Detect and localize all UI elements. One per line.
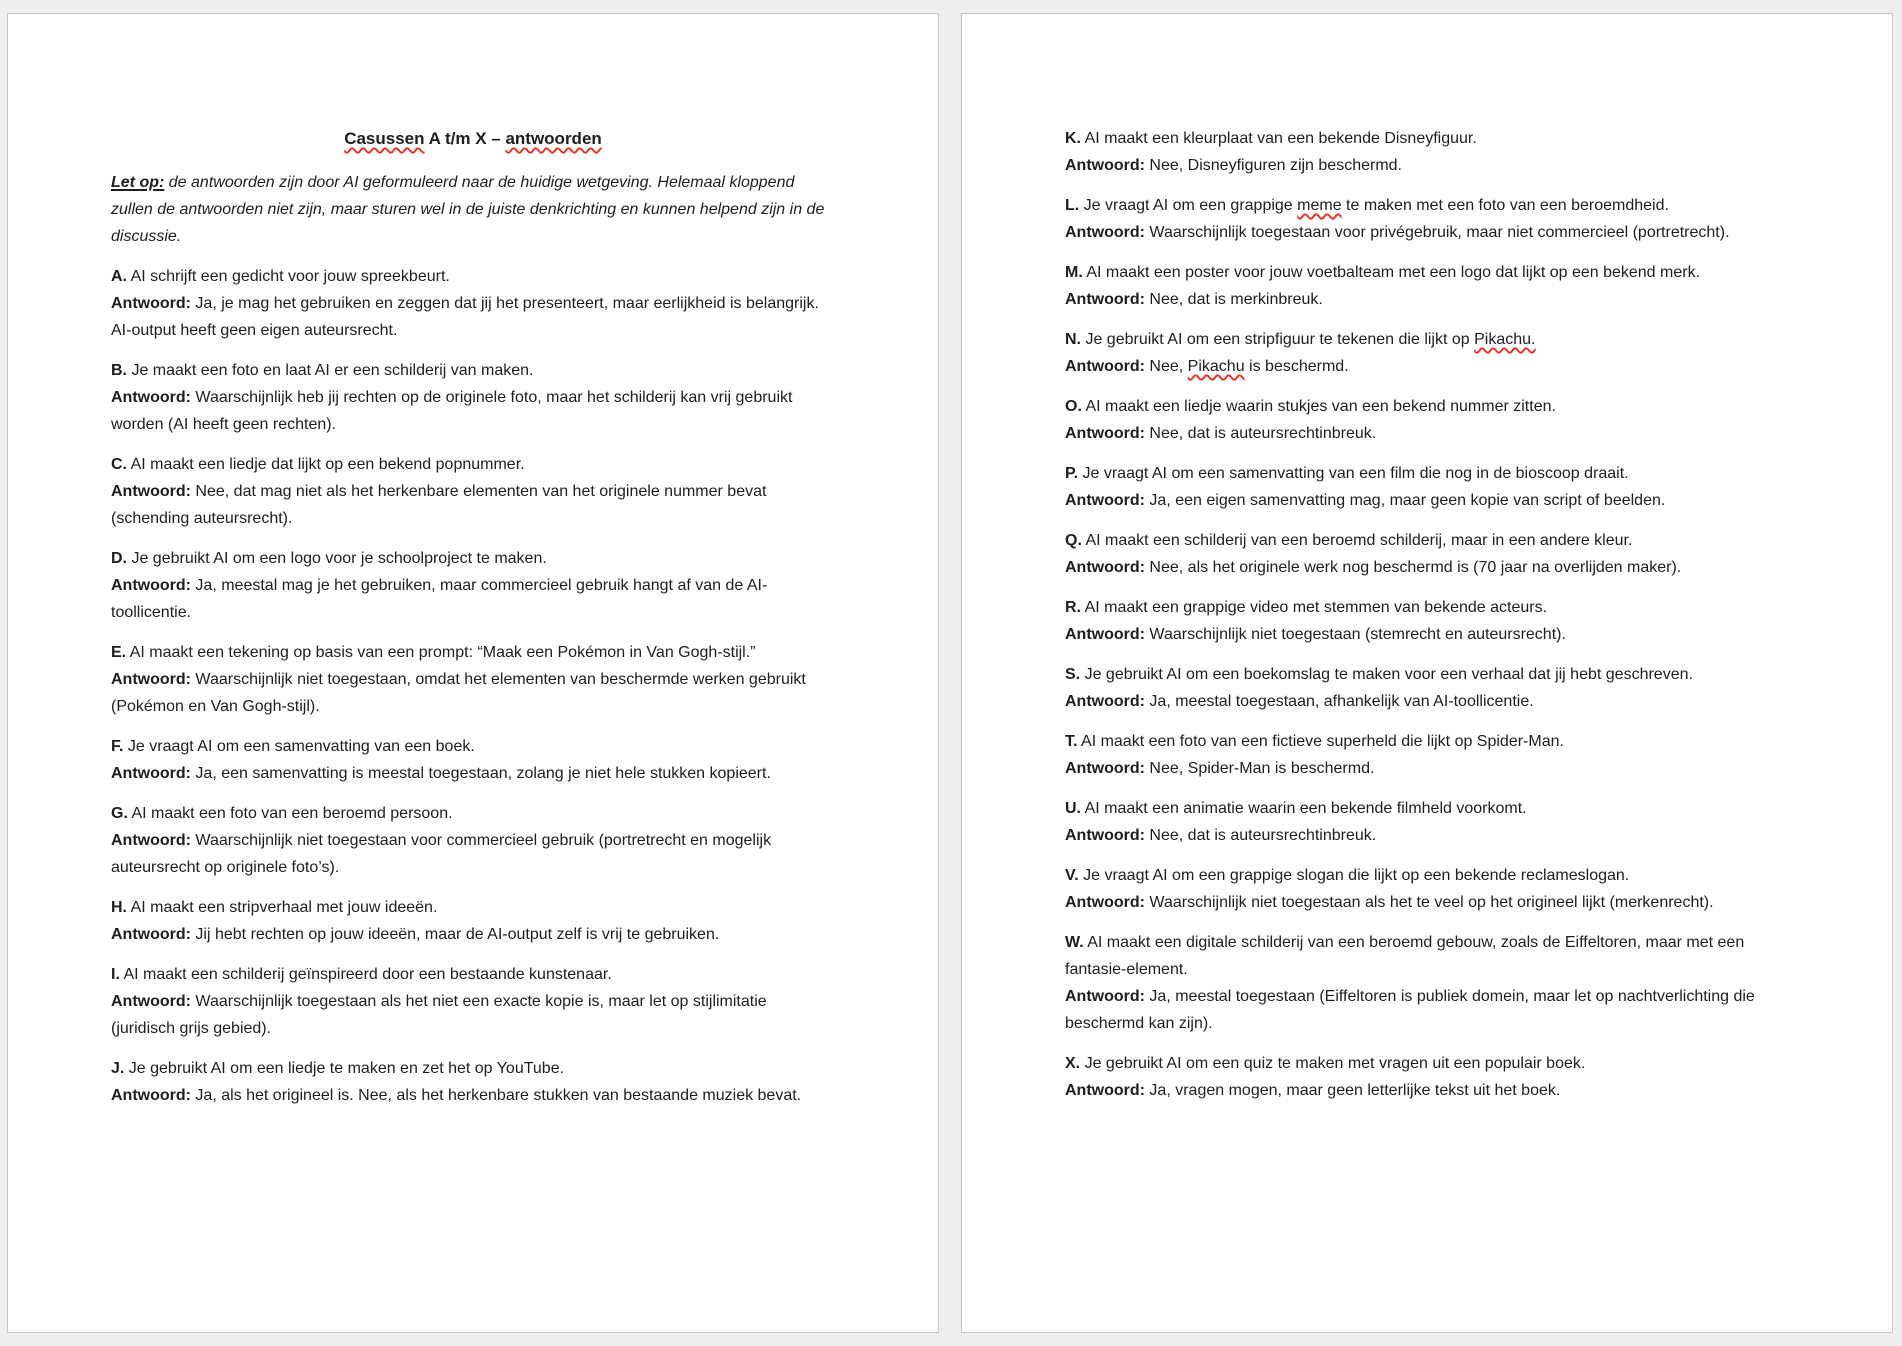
case-answer — [1065, 1077, 1789, 1104]
text-segment: Q. — [1065, 532, 1082, 549]
text-segment: U. — [1065, 800, 1081, 817]
case-question — [1065, 125, 1789, 152]
text-segment: Je gebruikt AI om een logo voor je schoolproject te maken. — [127, 550, 547, 567]
text-segment: Je maakt een foto en laat AI er een schilderij van maken. — [127, 362, 534, 379]
text-segment: Antwoord: — [111, 389, 191, 406]
text-segment: AI maakt een grappige video met stemmen van bekende acteurs. — [1081, 599, 1548, 616]
text-segment: R. — [1065, 599, 1081, 616]
text-segment: de antwoorden zijn door AI geformuleerd naar de huidige wetgeving. Helemaal kloppend zullen de antwoorden niet zijn, maar sturen wel in de juiste denkrichting en kunnen helpend zijn in de discussie. — [111, 174, 829, 245]
text-segment: Ja, een samenvatting is meestal toegestaan, zolang je niet hele stukken kopieert. — [190, 765, 771, 782]
text-segment: M. — [1065, 264, 1083, 281]
text-segment: Antwoord: — [1065, 626, 1145, 643]
text-segment: Waarschijnlijk toegestaan als het niet een exacte kopie is, maar let op stijlimitatie (juridisch grijs gebied). — [111, 993, 772, 1037]
case-answer — [111, 827, 835, 881]
text-segment: Nee, dat mag niet als het herkenbare elementen van het originele nummer bevat (schending auteursrecht). — [111, 483, 771, 527]
text-segment: Nee, dat is auteursrechtinbreuk. — [1144, 425, 1377, 442]
text-segment: Ja, meestal mag je het gebruiken, maar commercieel gebruik hangt af van de AI-toollicentie. — [111, 577, 768, 621]
case-answer — [111, 290, 835, 344]
text-segment: Antwoord: — [1065, 224, 1145, 241]
text-segment: Je vraagt AI om een samenvatting van een film die nog in de bioscoop draait. — [1078, 465, 1629, 482]
case-O — [1065, 393, 1789, 447]
text-segment: AI maakt een foto van een beroemd persoon. — [127, 805, 453, 822]
text-segment: AI maakt een digitale schilderij van een beroemd gebouw, zoals de Eiffeltoren, maar met een fantasie-element. — [1065, 934, 1749, 978]
case-answer — [1065, 353, 1789, 380]
case-answer — [1065, 487, 1789, 514]
text-segment: Antwoord: — [1065, 559, 1145, 576]
text-segment: L. — [1065, 197, 1080, 214]
text-segment: Antwoord: — [111, 993, 191, 1010]
case-question — [111, 733, 835, 760]
case-question — [111, 639, 835, 666]
case-answer — [111, 760, 835, 787]
text-segment: W. — [1065, 934, 1084, 951]
text-segment: I. — [111, 966, 120, 983]
case-I — [111, 961, 835, 1042]
text-segment: T. — [1065, 733, 1078, 750]
text-segment: Nee, dat is auteursrechtinbreuk. — [1144, 827, 1377, 844]
case-question — [1065, 1050, 1789, 1077]
text-segment: AI maakt een schilderij van een beroemd schilderij, maar in een andere kleur. — [1081, 532, 1633, 549]
text-segment: Je vraagt AI om een grappige slogan die lijkt op een bekende reclameslogan. — [1078, 867, 1630, 884]
case-U — [1065, 795, 1789, 849]
case-answer — [111, 921, 835, 948]
text-segment: Waarschijnlijk niet toegestaan, omdat het elementen van beschermde werken gebruikt (Pokémon en Van Gogh-stijl). — [111, 671, 811, 715]
text-segment: Antwoord: — [111, 832, 191, 849]
text-segment: Antwoord: — [1065, 894, 1145, 911]
case-answer — [1065, 822, 1789, 849]
misspelled-word: antwoorden — [505, 129, 602, 148]
text-segment: Jij hebt rechten op jouw ideeën, maar de AI-output zelf is vrij te gebruiken. — [190, 926, 720, 943]
text-segment: AI maakt een tekening op basis van een prompt: “Maak een Pokémon in Van Gogh-stijl.” — [126, 644, 756, 661]
text-segment: Antwoord: — [111, 765, 191, 782]
text-segment: AI maakt een poster voor jouw voetbalteam met een logo dat lijkt op een bekend merk. — [1082, 264, 1701, 281]
case-answer — [111, 1082, 835, 1109]
case-question — [1065, 259, 1789, 286]
case-question — [111, 961, 835, 988]
text-segment: Antwoord: — [1065, 1082, 1145, 1099]
case-question — [1065, 326, 1789, 353]
document-title — [111, 125, 835, 152]
text-segment: Nee, — [1144, 358, 1188, 375]
text-segment: Nee, dat is merkinbreuk. — [1144, 291, 1323, 308]
text-segment: A t/m X – — [424, 129, 506, 148]
text-segment: E. — [111, 644, 127, 661]
text-segment: P. — [1065, 465, 1079, 482]
case-N — [1065, 326, 1789, 380]
case-answer — [111, 572, 835, 626]
case-X — [1065, 1050, 1789, 1104]
case-B — [111, 357, 835, 438]
case-K — [1065, 125, 1789, 179]
text-segment: Je gebruikt AI om een boekomslag te maken voor een verhaal dat jij hebt geschreven. — [1080, 666, 1693, 683]
text-segment: Ja, een eigen samenvatting mag, maar geen kopie van script of beelden. — [1144, 492, 1666, 509]
text-segment: Waarschijnlijk toegestaan voor privégebruik, maar niet commercieel (portretrecht). — [1144, 224, 1730, 241]
text-segment: Je vraagt AI om een grappige — [1079, 197, 1298, 214]
text-segment: V. — [1065, 867, 1079, 884]
text-segment: AI schrijft een gedicht voor jouw spreekbeurt. — [127, 268, 450, 285]
case-question — [1065, 795, 1789, 822]
text-segment: B. — [111, 362, 127, 379]
case-question — [1065, 192, 1789, 219]
text-segment: Antwoord: — [111, 1087, 191, 1104]
text-segment: Antwoord: — [1065, 492, 1145, 509]
text-segment: AI maakt een animatie waarin een bekende filmheld voorkomt. — [1081, 800, 1527, 817]
case-question — [1065, 728, 1789, 755]
case-answer — [111, 384, 835, 438]
text-segment: H. — [111, 899, 127, 916]
case-P — [1065, 460, 1789, 514]
case-answer — [111, 666, 835, 720]
page-1-content — [8, 14, 938, 1109]
text-segment: Antwoord: — [111, 926, 191, 943]
text-segment: Let op: — [111, 174, 165, 191]
case-question — [1065, 393, 1789, 420]
case-question — [1065, 594, 1789, 621]
text-segment: Ja, je mag het gebruiken en zeggen dat jij het presenteert, maar eerlijkheid is belangrijk. AI-output heeft geen eigen auteursrecht. — [111, 295, 823, 339]
case-M — [1065, 259, 1789, 313]
text-segment: AI maakt een foto van een fictieve superheld die lijkt op Spider-Man. — [1077, 733, 1564, 750]
text-segment: Je gebruikt AI om een stripfiguur te tekenen die lijkt op — [1081, 331, 1475, 348]
text-segment: Antwoord: — [111, 295, 191, 312]
text-segment: Ja, als het origineel is. Nee, als het herkenbare stukken van bestaande muziek bevat. — [190, 1087, 802, 1104]
misspelled-word: Pikachu — [1187, 358, 1245, 375]
text-segment: Je gebruikt AI om een liedje te maken en zet het op YouTube. — [124, 1060, 565, 1077]
text-segment: Antwoord: — [1065, 827, 1145, 844]
text-segment: Ja, meestal toegestaan, afhankelijk van AI-toollicentie. — [1144, 693, 1534, 710]
text-segment: N. — [1065, 331, 1081, 348]
case-G — [111, 800, 835, 881]
text-segment: Je gebruikt AI om een quiz te maken met vragen uit een populair boek. — [1080, 1055, 1586, 1072]
text-segment: O. — [1065, 398, 1082, 415]
case-question — [1065, 661, 1789, 688]
text-segment: Waarschijnlijk heb jij rechten op de originele foto, maar het schilderij kan vrij gebruikt worden (AI heeft geen rechten). — [111, 389, 797, 433]
text-segment: A. — [111, 268, 127, 285]
text-segment: Antwoord: — [111, 483, 191, 500]
text-segment: AI maakt een stripverhaal met jouw ideeën. — [127, 899, 438, 916]
text-segment: C. — [111, 456, 127, 473]
document-page-1[interactable] — [7, 13, 939, 1333]
text-segment: Ja, meestal toegestaan (Eiffeltoren is publiek domein, maar let op nachtverlichting die beschermd kan zijn). — [1065, 988, 1760, 1032]
case-question — [1065, 862, 1789, 889]
case-V — [1065, 862, 1789, 916]
text-segment: Antwoord: — [1065, 157, 1145, 174]
text-segment: Antwoord: — [1065, 693, 1145, 710]
text-segment: F. — [111, 738, 124, 755]
misspelled-word: Pikachu. — [1474, 331, 1536, 348]
case-question — [1065, 929, 1789, 983]
case-A — [111, 263, 835, 344]
text-segment: G. — [111, 805, 128, 822]
misspelled-word: Casussen — [344, 129, 425, 148]
case-F — [111, 733, 835, 787]
text-segment: Antwoord: — [1065, 425, 1145, 442]
text-segment: AI maakt een liedje waarin stukjes van een bekend nummer zitten. — [1081, 398, 1556, 415]
case-answer — [1065, 152, 1789, 179]
text-segment: AI maakt een kleurplaat van een bekende Disneyfiguur. — [1081, 130, 1477, 147]
text-segment: Waarschijnlijk niet toegestaan als het te veel op het origineel lijkt (merkenrecht). — [1144, 894, 1714, 911]
case-question — [111, 545, 835, 572]
text-segment: AI maakt een schilderij geïnspireerd door een bestaande kunstenaar. — [119, 966, 612, 983]
case-question — [1065, 460, 1789, 487]
case-question — [111, 800, 835, 827]
misspelled-word: meme — [1297, 197, 1342, 214]
text-segment: Nee, Disneyfiguren zijn beschermd. — [1144, 157, 1402, 174]
case-list-page-1 — [111, 263, 835, 1109]
page-2-content — [962, 14, 1892, 1104]
text-segment: Waarschijnlijk niet toegestaan (stemrecht en auteursrecht). — [1144, 626, 1566, 643]
text-segment: Antwoord: — [1065, 358, 1145, 375]
case-answer — [1065, 983, 1789, 1037]
text-segment: Antwoord: — [111, 577, 191, 594]
text-segment: te maken met een foto van een beroemdheid. — [1341, 197, 1669, 214]
case-J — [111, 1055, 835, 1109]
case-H — [111, 894, 835, 948]
case-answer — [1065, 621, 1789, 648]
case-C — [111, 451, 835, 532]
text-segment: K. — [1065, 130, 1081, 147]
case-D — [111, 545, 835, 626]
text-segment: S. — [1065, 666, 1081, 683]
case-question — [111, 263, 835, 290]
case-question — [111, 357, 835, 384]
case-question — [1065, 527, 1789, 554]
text-segment: AI maakt een liedje dat lijkt op een bekend popnummer. — [127, 456, 525, 473]
case-answer — [1065, 420, 1789, 447]
text-segment: Antwoord: — [111, 671, 191, 688]
text-segment: Antwoord: — [1065, 988, 1145, 1005]
case-Q — [1065, 527, 1789, 581]
text-segment: is beschermd. — [1244, 358, 1349, 375]
case-T — [1065, 728, 1789, 782]
case-answer — [1065, 688, 1789, 715]
case-L — [1065, 192, 1789, 246]
case-answer — [1065, 286, 1789, 313]
text-segment: Antwoord: — [1065, 291, 1145, 308]
text-segment: Ja, vragen mogen, maar geen letterlijke tekst uit het boek. — [1144, 1082, 1561, 1099]
case-answer — [111, 478, 835, 532]
case-E — [111, 639, 835, 720]
case-S — [1065, 661, 1789, 715]
document-page-2[interactable] — [961, 13, 1893, 1333]
text-segment: X. — [1065, 1055, 1081, 1072]
intro-note — [111, 169, 835, 250]
case-list-page-2 — [1065, 125, 1789, 1104]
text-segment: D. — [111, 550, 127, 567]
case-R — [1065, 594, 1789, 648]
case-answer — [1065, 755, 1789, 782]
case-answer — [111, 988, 835, 1042]
case-answer — [1065, 219, 1789, 246]
case-question — [111, 451, 835, 478]
case-answer — [1065, 889, 1789, 916]
case-answer — [1065, 554, 1789, 581]
case-W — [1065, 929, 1789, 1037]
text-segment: Nee, Spider-Man is beschermd. — [1144, 760, 1375, 777]
case-question — [111, 894, 835, 921]
text-segment: Antwoord: — [1065, 760, 1145, 777]
text-segment: J. — [111, 1060, 125, 1077]
text-segment: Je vraagt AI om een samenvatting van een boek. — [123, 738, 475, 755]
text-segment: Waarschijnlijk niet toegestaan voor commercieel gebruik (portretrecht en mogelijk auteursrecht op originele foto’s). — [111, 832, 776, 876]
text-segment: Nee, als het originele werk nog beschermd is (70 jaar na overlijden maker). — [1144, 559, 1682, 576]
case-question — [111, 1055, 835, 1082]
